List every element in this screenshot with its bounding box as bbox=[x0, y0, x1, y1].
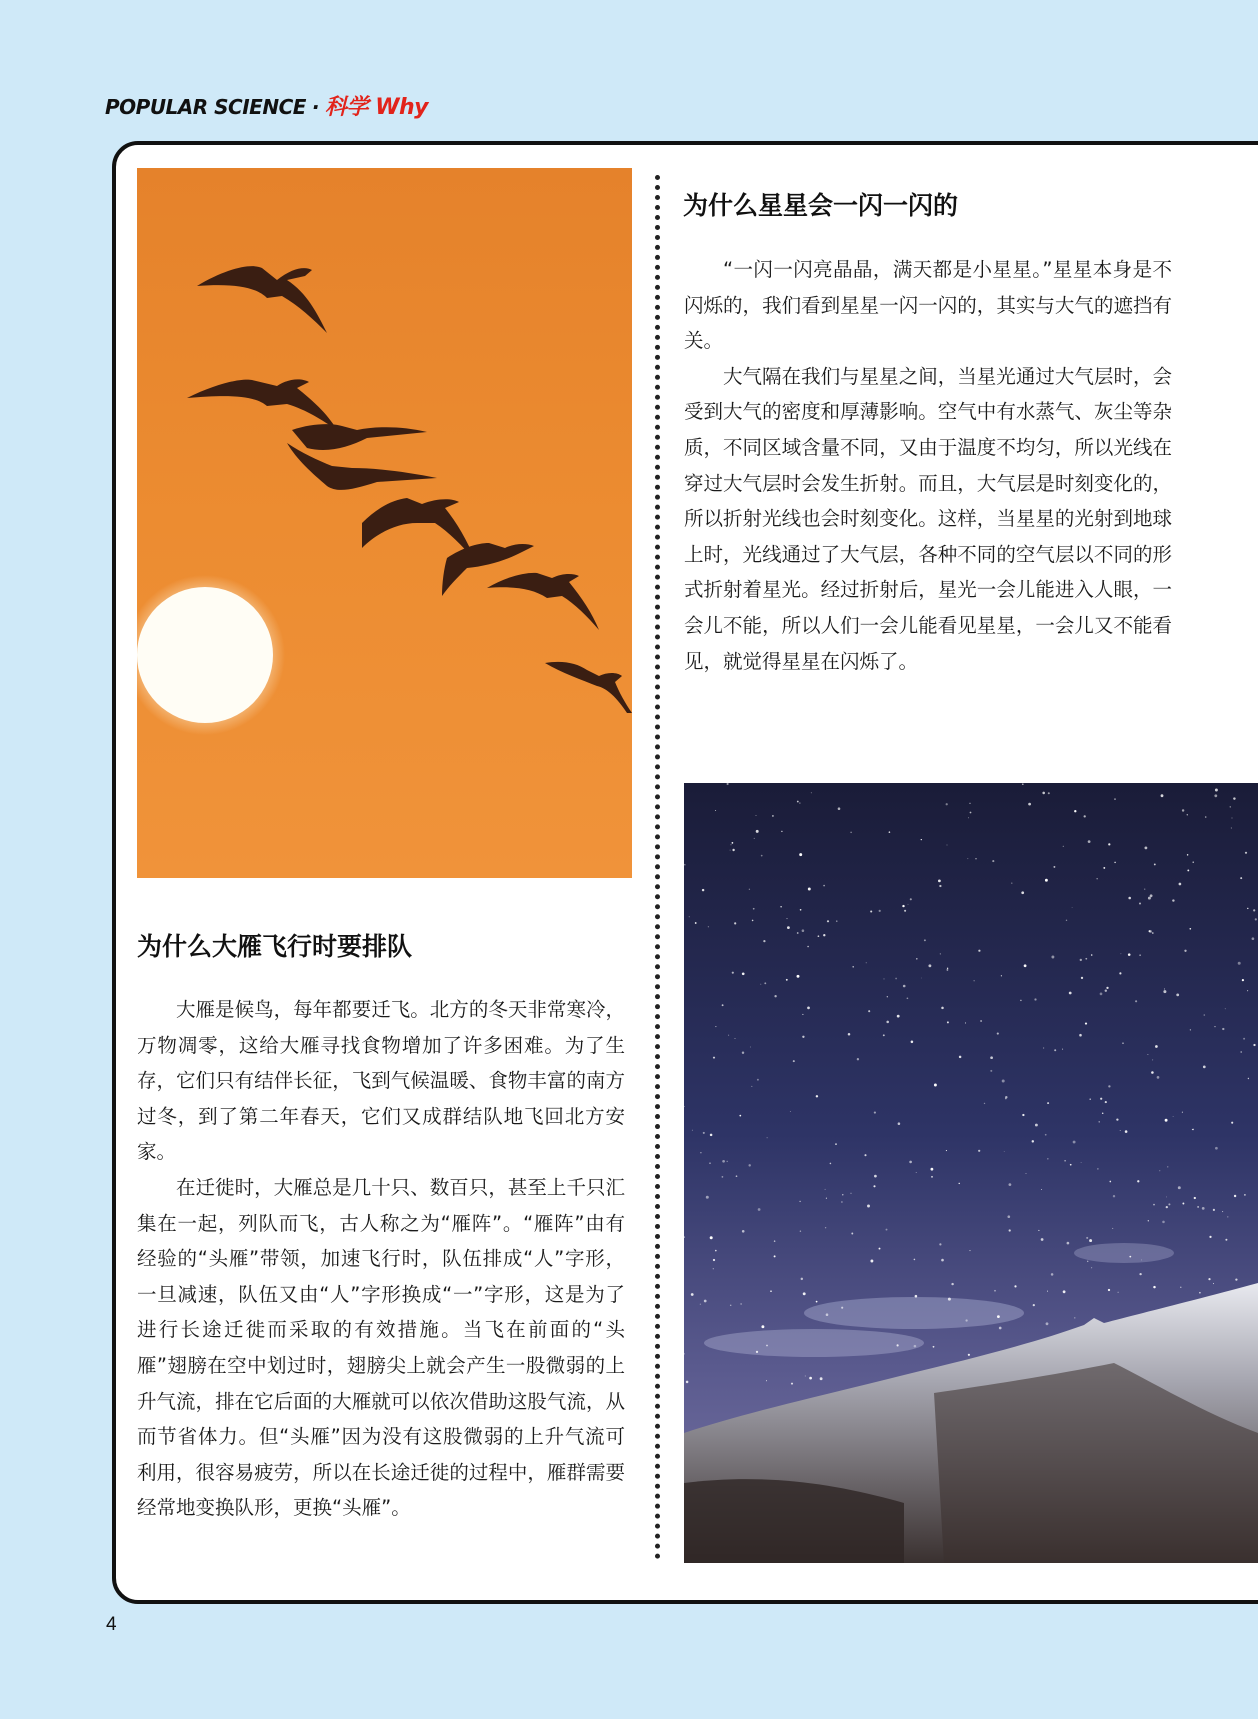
header-separator: · bbox=[311, 95, 320, 119]
geese-article-body bbox=[137, 992, 625, 1526]
geese-paragraph-1: 大雁是候鸟，每年都要迁飞。北方的冬天非常寒冷，万物凋零，这给大雁寻找食物增加了许多困难。为了生存，它们只有结伴长征，飞到气候温暖、食物丰富的南方过冬，到了第二年春天，它们又成群结队地飞回北方安家。 bbox=[137, 998, 625, 1164]
stars-paragraph-2: 大气隔在我们与星星之间，当星光通过大气层时，会受到大气的密度和厚薄影响。空气中有水蒸气、灰尘等杂质，不同区域含量不同，又由于温度不均匀，所以光线在穿过大气层时会发生折射。而且，大气层是时刻变化的，所以折射光线也会时刻变化。这样，当星星的光射到地球上时，光线通过了大气层，各种不同的空气层以不同的形式折射着星光。经过折射后，星光一会儿能进入人眼，一会儿不能，所以人们一会儿能看见星星，一会儿又不能看见，就觉得星星在闪烁了。 bbox=[684, 364, 1172, 673]
geese-sunset-image bbox=[137, 168, 632, 878]
geese-paragraph-2: 在迁徙时，大雁总是几十只、数百只，甚至上千只汇集在一起，列队而飞，古人称之为“雁阵”。“雁阵”由有经验的“头雁”带领，加速飞行时，队伍排成“人”字形，一旦减速，队伍又由“人”字形换成“一”字形，这是为了进行长途迁徙而采取的有效措施。当飞在前面的“头雁”翅膀在空中划过时，翅膀尖上就会产生一股微弱的上升气流，排在它后面的大雁就可以依次借助这股气流，从而节省体力。但“头雁”因为没有这股微弱的上升气流可利用，很容易疲劳，所以在长途迁徙的过程中，雁群需要经常地变换队形，更换“头雁”。 bbox=[137, 1175, 625, 1520]
section-name: 科学 Why bbox=[325, 95, 428, 120]
column-divider bbox=[655, 175, 660, 1560]
stars-article-body bbox=[684, 252, 1172, 679]
stars-paragraph-1: “一闪一闪亮晶晶，满天都是小星星。”星星本身是不闪烁的，我们看到星星一闪一闪的，其实与大气的遮挡有关。 bbox=[684, 258, 1172, 353]
magazine-header bbox=[105, 90, 428, 121]
geese-article-title: 为什么大雁飞行时要排队 bbox=[137, 932, 413, 961]
page-number: 4 bbox=[106, 1614, 117, 1635]
brand-name: POPULAR SCIENCE bbox=[105, 95, 306, 119]
starry-night-image bbox=[684, 783, 1258, 1563]
stars-article-title: 为什么星星会一闪一闪的 bbox=[683, 191, 959, 220]
